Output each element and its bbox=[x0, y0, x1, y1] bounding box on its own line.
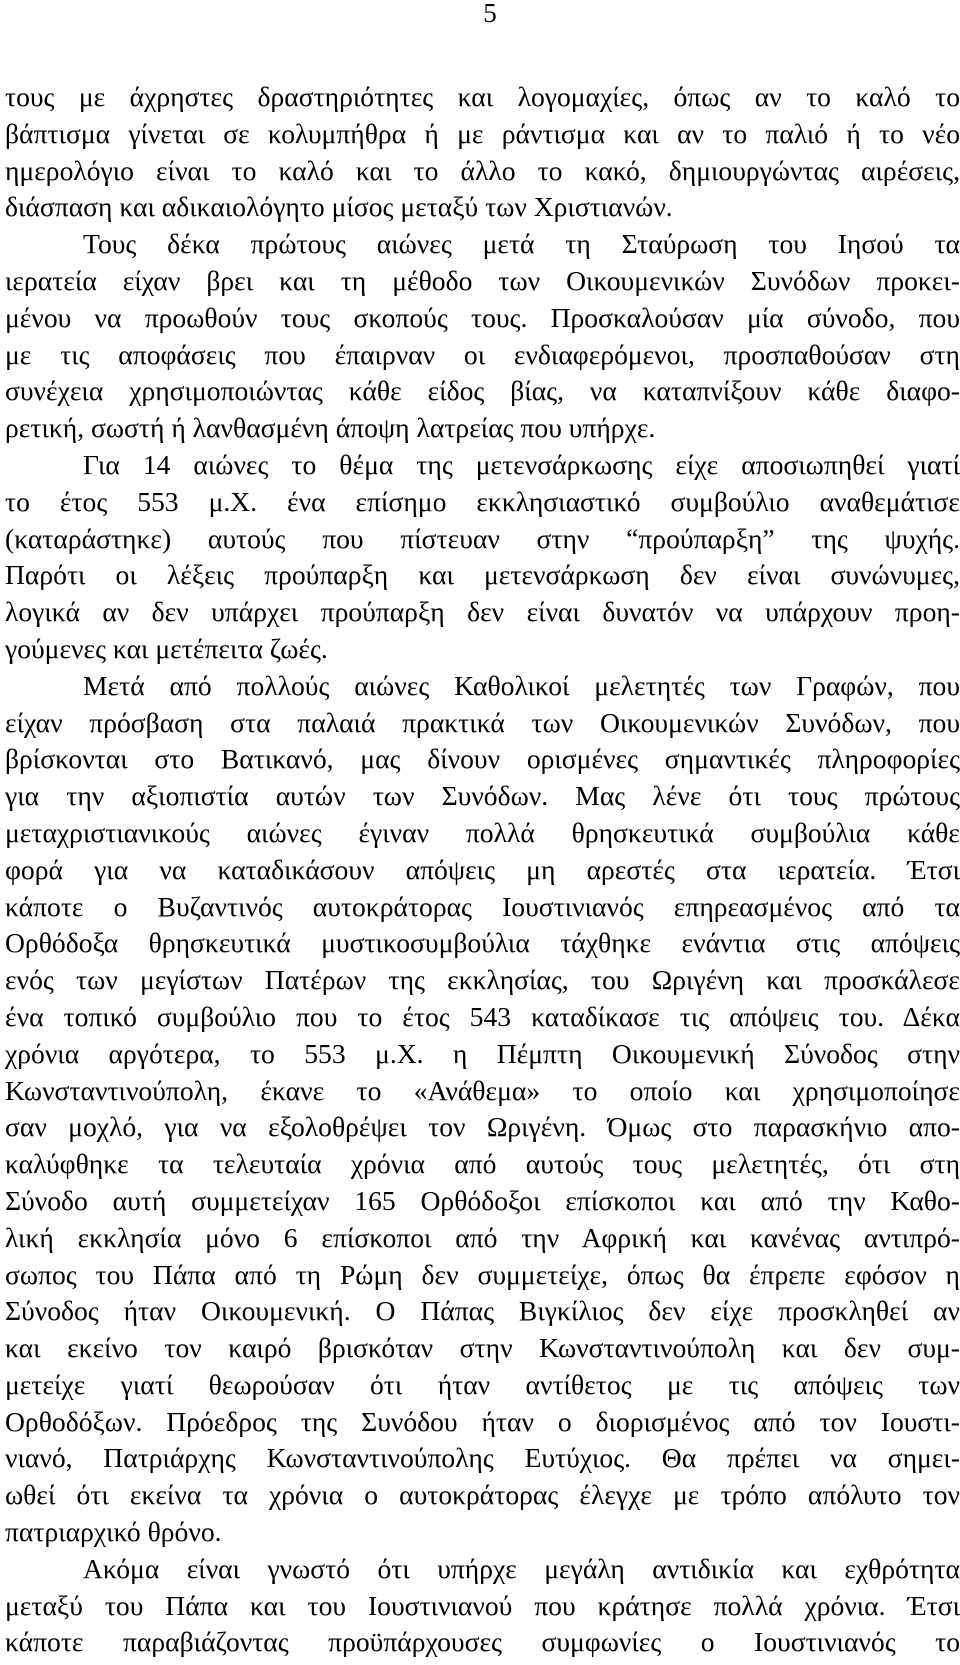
text-line: σαν μοχλό, για να εξολοθρέψει τον Ωριγένη. Όμως στο παρασκήνιο απο- bbox=[5, 1111, 960, 1143]
text-line: Μετά από πολλούς αιώνες Καθολικοί μελετητές των Γραφών, που bbox=[83, 669, 960, 701]
text-line: ένα τοπικό συμβούλιο που το έτος 543 καταδίκασε τις απόψεις του. Δέκα bbox=[5, 1000, 960, 1032]
text-line: (καταράστηκε) αυτούς που πίστευαν στην “προύπαρξη” της ψυχής. bbox=[5, 522, 960, 554]
text-line: ενός των μεγίστων Πατέρων της εκκλησίας, του Ωριγένη και προσκάλεσε bbox=[5, 964, 960, 996]
text-line: πατριαρχικό θρόνο. bbox=[5, 1516, 222, 1548]
text-line: βάπτισμα γίνεται σε κολυμπήθρα ή με ράντισμα και αν το παλιό ή το νέο bbox=[5, 117, 960, 149]
text-line: Κωνσταντινούπολη, έκανε το «Ανάθεμα» το οποίο και χρησιμοποίησε bbox=[5, 1074, 960, 1106]
text-line: ωθεί ότι εκείνα τα χρόνια ο αυτοκράτορας έλεγχε με τρόπο απόλυτο τον bbox=[5, 1479, 960, 1511]
text-line: Ορθόδοξα θρησκευτικά μυστικοσυμβούλια τάχθηκε ενάντια στις απόψεις bbox=[5, 927, 960, 959]
text-line: και εκείνο τον καιρό βρισκόταν στην Κωνσταντινούπολη και δεν συμ- bbox=[5, 1332, 960, 1364]
text-line: καλύφθηκε τα τελευταία χρόνια από αυτούς τους μελετητές, ότι στη bbox=[5, 1148, 960, 1180]
text-line: λική εκκλησία μόνο 6 επίσκοποι από την Αφρική και κανένας αντιπρό- bbox=[5, 1221, 960, 1253]
text-line: Παρότι οι λέξεις προύπαρξη και μετενσάρκωση δεν είναι συνώνυμες, bbox=[5, 559, 960, 591]
text-line: κάποτε παραβιάζοντας προϋπάρχουσες συμφωνίες ο Ιουστινιανός το bbox=[5, 1626, 960, 1658]
text-line: για την αξιοπιστία αυτών των Συνόδων. Μας λένε ότι τους πρώτους bbox=[5, 780, 960, 812]
text-line: σωπος του Πάπα από τη Ρώμη δεν συμμετείχε, όπως θα έπρεπε εφόσον η bbox=[5, 1258, 960, 1290]
text-line: μένου να προωθούν τους σκοπούς τους. Προσκαλούσαν μία σύνοδο, που bbox=[5, 301, 960, 333]
text-line: Ακόμα είναι γνωστό ότι υπήρχε μεγάλη αντιδικία και εχθρότητα bbox=[83, 1552, 960, 1584]
text-line: Τους δέκα πρώτους αιώνες μετά τη Σταύρωση του Ιησού τα bbox=[83, 228, 960, 260]
text-line: κάποτε ο Βυζαντινός αυτοκράτορας Ιουστινιανός επηρεασμένος από τα bbox=[5, 890, 960, 922]
text-line: μεταχριστιανικούς αιώνες έγιναν πολλά θρησκευτικά συμβούλια κάθε bbox=[5, 816, 960, 848]
text-line: Για 14 αιώνες το θέμα της μετενσάρκωσης είχε αποσιωπηθεί γιατί bbox=[83, 448, 960, 480]
text-line: διάσπαση και αδικαιολόγητο μίσος μεταξύ των Χριστιανών. bbox=[5, 191, 673, 223]
text-line: Σύνοδος ήταν Οικουμενική. Ο Πάπας Βιγκίλιος δεν είχε προσκληθεί αν bbox=[5, 1295, 960, 1327]
text-line: βρίσκονται στο Βατικανό, μας δίνουν ορισμένες σημαντικές πληροφορίες bbox=[5, 743, 960, 775]
text-line: χρόνια αργότερα, το 553 μ.Χ. η Πέμπτη Οικουμενική Σύνοδος στην bbox=[5, 1037, 960, 1069]
text-line: φορά για να καταδικάσουν απόψεις μη αρεστές στα ιερατεία. Έτσι bbox=[5, 853, 960, 885]
text-line: μετείχε γιατί θεωρούσαν ότι ήταν αντίθετος με τις απόψεις των bbox=[5, 1368, 960, 1400]
text-line: ρετική, σωστή ή λανθασμένη άποψη λατρείας που υπήρχε. bbox=[5, 412, 656, 444]
text-line: είχαν πρόσβαση στα παλαιά πρακτικά των Οικουμενικών Συνόδων, που bbox=[5, 706, 960, 738]
text-line: Σύνοδο αυτή συμμετείχαν 165 Ορθόδοξοι επίσκοποι και από την Καθο- bbox=[5, 1184, 960, 1216]
text-line: με τις αποφάσεις που έπαιρναν οι ενδιαφερόμενοι, προσπαθούσαν στη bbox=[5, 338, 960, 370]
text-line: τους με άχρηστες δραστηριότητες και λογομαχίες, όπως αν το καλό το bbox=[5, 81, 960, 112]
text-line: γούμενες και μετέπειτα ζωές. bbox=[5, 632, 328, 664]
text-line: Ορθοδόξων. Πρόεδρος της Συνόδου ήταν ο διορισμένος από τον Ιουστι- bbox=[5, 1405, 960, 1437]
text-line: ιερατεία είχαν βρει και τη μέθοδο των Οικουμενικών Συνόδων προκει- bbox=[5, 264, 960, 296]
body-text bbox=[5, 79, 960, 1661]
text-line: το έτος 553 μ.Χ. ένα επίσημο εκκλησιαστικό συμβούλιο αναθεμάτισε bbox=[5, 485, 960, 517]
text-line: νιανό, Πατριάρχης Κωνσταντινούπολης Ευτύχιος. Θα πρέπει να σημει- bbox=[5, 1442, 960, 1474]
text-line: ημερολόγιο είναι το καλό και το άλλο το κακό, δημιουργώντας αιρέσεις, bbox=[5, 154, 960, 186]
text-line: λογικά αν δεν υπάρχει προύπαρξη δεν είναι δυνατόν να υπάρχουν προη- bbox=[5, 596, 960, 628]
page-number: 5 bbox=[483, 0, 497, 28]
text-line: συνέχεια χρησιμοποιώντας κάθε είδος βίας, να καταπνίξουν κάθε διαφο- bbox=[5, 375, 960, 407]
text-line: μεταξύ του Πάπα και του Ιουστινιανού που κράτησε πολλά χρόνια. Έτσι bbox=[5, 1589, 960, 1621]
